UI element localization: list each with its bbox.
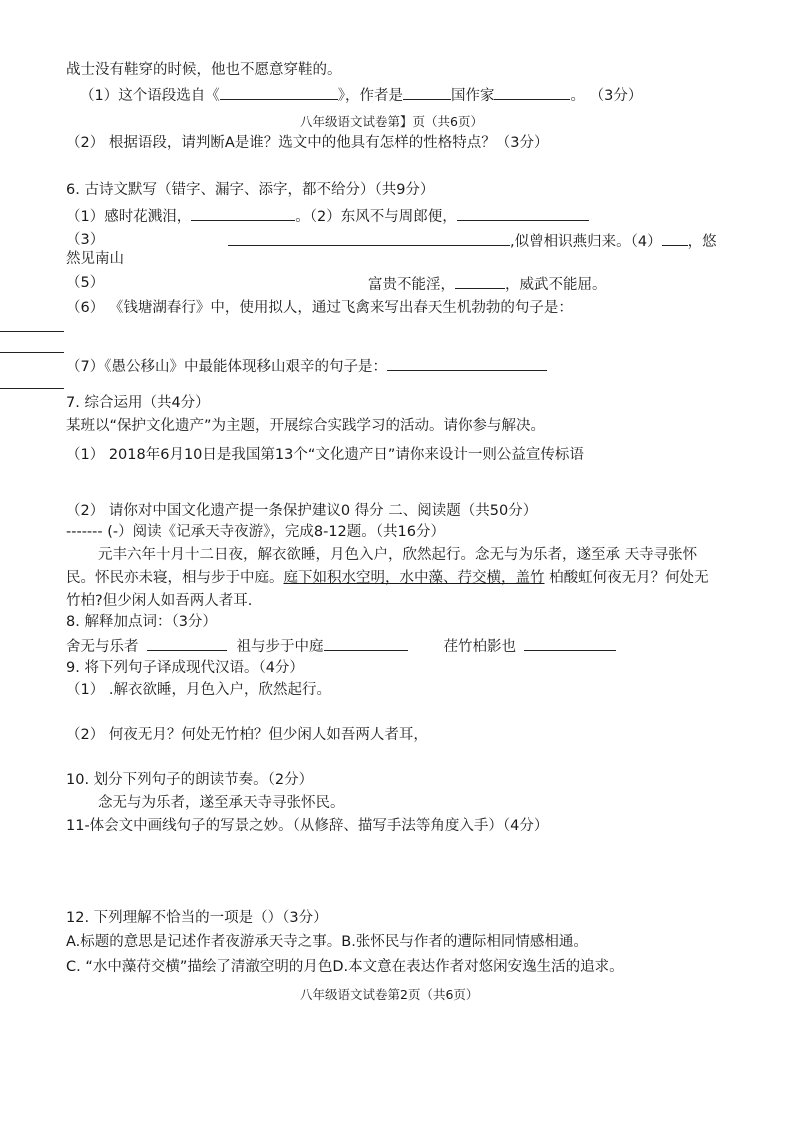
question-6-line-5 [368, 274, 607, 294]
question-1-author-text: 》，作者是 [337, 88, 403, 104]
poem-1-prompt: （1）感时花溅泪， [66, 209, 192, 225]
answer-blank-country[interactable] [403, 85, 451, 100]
question-10-sentence: 念无与为乐者，遂至承天寺寻张怀民。 [98, 795, 345, 811]
question-6-heading: 6. 古诗文默写（错字、漏字、添字，都不给分）（共9分） [66, 182, 435, 198]
answer-line-2[interactable] [0, 352, 64, 353]
question-8-items [66, 636, 616, 656]
answer-line-1[interactable] [0, 331, 64, 332]
question-6-item-7 [66, 356, 547, 376]
question-1-score: 。 （3分） [570, 88, 643, 104]
passage-plain-text-2: 柏酸虹何夜无月？何处无 [544, 570, 709, 586]
passage-end-line: 战士没有鞋穿的时候，他也不愿意穿鞋的。 [66, 62, 342, 78]
poem-3-label: （3） [66, 232, 105, 248]
word-item-3: 荏竹柏影也 [443, 639, 516, 655]
poem-4-continuation: 然见南山 [66, 251, 124, 267]
question-8-heading: 8. 解释加点词：（3分） [66, 614, 217, 630]
answer-blank-writer[interactable] [494, 85, 570, 100]
answer-blank-book[interactable] [220, 85, 338, 100]
poem-5-label: （5） [66, 275, 105, 291]
question-2-line: （2） 根据语段，请判断A是谁？选文中的他具有怎样的性格特点？（3分） [66, 135, 549, 151]
question-6-item-6: （6） 《钱塘湖春行》中，使用拟人，通过飞禽来写出春天生机勃勃的句子是： [66, 300, 573, 316]
question-12-options-cd: C. “水中藻苻交横”描绘了清澈空明的月色D.本文意在表达作者对悠闲安逸生活的追求。 [66, 959, 624, 975]
passage-underlined-sentence: 庭下如积水空明，水中藻、荇交横，盖竹 [283, 570, 545, 586]
reading-passage-line-1: 元丰六年十月十二日夜，解衣欲睡，月色入户，欣然起行。念无与为乐者，遂至承 天寺寻张怀 [98, 547, 698, 563]
question-11-heading: 11-体会文中画线句子的写景之妙。（从修辞、描写手法等角度入手）（4分） [66, 818, 549, 834]
page-footer-2: 八年级语文试卷第2页（共6页） [300, 987, 479, 1002]
poem-3-prompt: ,似曾相识燕归来。（4） [510, 234, 662, 250]
answer-blank-word-2[interactable] [324, 636, 408, 651]
question-1-prefix: （1）这个语段选自《 [80, 88, 220, 104]
answer-line-3[interactable] [0, 388, 64, 389]
answer-blank-word-3[interactable] [524, 636, 616, 651]
question-12-heading: 12. 下列理解不恰当的一项是（）（3分） [66, 910, 328, 926]
question-7-intro: 某班以“保护文化遗产”为主题，开展综合实践学习的活动。请你参与解决。 [66, 418, 546, 434]
question-1-line [80, 85, 642, 105]
reading-passage-line-2 [66, 569, 709, 587]
word-item-2: 祖与步于中庭 [236, 639, 324, 655]
answer-blank-poem-2[interactable] [457, 206, 589, 221]
poem-2-prompt: 。（2）东风不与周郎便， [295, 209, 457, 225]
answer-blank-poem-3[interactable] [228, 231, 510, 246]
question-7-item-1: （1） 2018年6月10日是我国第13个“文化遗产日”请你来设计一则公益宣传标语 [66, 447, 584, 463]
poem-5-suffix: ，威武不能屈。 [505, 277, 607, 293]
answer-blank-poem-4[interactable] [662, 231, 688, 246]
poem-5-prompt: 富贵不能淫， [368, 277, 455, 293]
question-7-heading: 7. 综合运用（共4分） [66, 395, 210, 411]
reading-passage-line-3: 竹柏?但少闲人如吾两人者耳. [66, 593, 253, 609]
question-6-line-1 [66, 206, 589, 226]
word-item-1: 舍无与乐者 [66, 639, 139, 655]
passage-plain-text: 民。怀民亦未寝，相与步于中庭。 [66, 570, 284, 586]
question-9-item-1: （1） .解衣欲睡，月色入户，欣然起行。 [66, 682, 331, 698]
poem-7-prompt: （7）《愚公移山》中最能体现移山艰辛的句子是： [66, 359, 387, 375]
question-10-heading: 10. 划分下列句子的朗读节奏。（2分） [66, 772, 314, 788]
answer-blank-poem-5[interactable] [455, 274, 505, 289]
poem-4-prompt: ，悠 [687, 234, 717, 250]
question-6-line-3 [228, 231, 717, 251]
question-12-options-ab: A.标题的意思是记述作者夜游承天寺之事。B.张怀民与作者的遭际相同情感相通。 [66, 934, 588, 950]
answer-blank-word-1[interactable] [147, 636, 227, 651]
question-1-country-text: 国作家 [450, 88, 495, 104]
section-reading-heading: ------- (-）阅读《记承天寺夜游》，完成8-12题。（共16分） [66, 524, 445, 540]
question-9-heading: 9. 将下列句子译成现代汉语。（4分） [66, 660, 304, 676]
page-footer-1: 八年级语文试卷第】页（共6页） [300, 114, 483, 129]
question-7-item-2: （2） 请你对中国文化遗产提一条保护建议0 得分 二、阅读题（共50分） [66, 503, 538, 519]
question-9-item-2: （2） 何夜无月？何处无竹柏？但少闲人如吾两人者耳， [66, 727, 428, 743]
answer-blank-poem-7[interactable] [387, 356, 547, 371]
answer-blank-poem-1[interactable] [191, 206, 295, 221]
